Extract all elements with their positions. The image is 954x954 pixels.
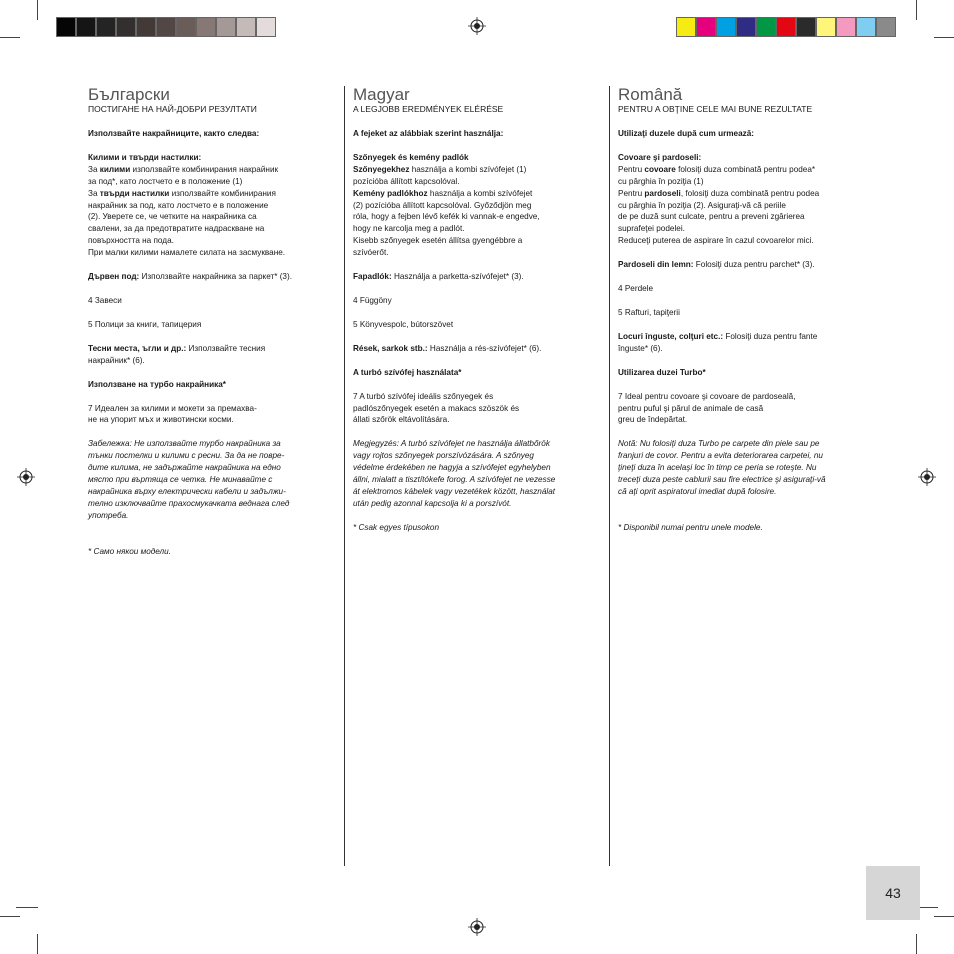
- section-body: [353, 128, 589, 534]
- color-swatch: [796, 17, 816, 37]
- crop-mark: [934, 916, 954, 917]
- color-swatch: [256, 17, 276, 37]
- registration-mark-icon: [468, 17, 486, 35]
- instruction-paragraph: A turbó szívófej használata*: [353, 367, 462, 377]
- instruction-paragraph: Utilizarea duzei Turbo*: [618, 367, 706, 377]
- instruction-paragraph: 4 Завеси: [88, 295, 122, 305]
- color-swatch: [116, 17, 136, 37]
- instruction-paragraph: 5 Полици за книги, тапицерия: [88, 319, 202, 329]
- color-swatch: [56, 17, 76, 37]
- color-swatch: [836, 17, 856, 37]
- section-body: [88, 128, 324, 558]
- registration-mark-icon: [468, 918, 486, 936]
- color-swatch: [816, 17, 836, 37]
- instruction-paragraph: Дървен под: Използвайте накрайника за паркет* (3).: [88, 272, 292, 282]
- section-subtitle: ПОСТИГАНЕ НА НАЙ-ДОБРИ РЕЗУЛТАТИ: [88, 104, 257, 114]
- note-paragraph: Забележка: Не използвайте турбо накрайника за тънки постелки и килими с ресни. За да не повре- дите килима, не задържайте накрайника на едно място при въртяща се четка. Не минавайте с накрайника върху електрически кабели и задължи- телно изключвайте прахосмукачката веднага след употреба.: [88, 439, 290, 520]
- crop-mark: [916, 0, 917, 20]
- note-paragraph: * Disponibil numai pentru unele modele.: [618, 522, 763, 532]
- section-subtitle: A LEGJOBB EREDMÉNYEK ELÉRÉSE: [353, 104, 504, 114]
- column-divider: [609, 86, 610, 866]
- column-hungarian: [353, 86, 589, 546]
- note-paragraph: Megjegyzés: A turbó szívófejet ne használja állatbőrök vagy rojtos szőnyegek porszívózására. A szőnyeg védelme érdekében ne hagyja a szívófejet egyhelyben állni, mialatt a tisztítókefe forog. A szívófejet ne vezesse át elektromos kábelek vagy vezetékek között, használat után pedig azonnal kapcsolja ki a porszívót.: [353, 439, 556, 508]
- section-title: Română: [618, 85, 683, 104]
- section-body: [618, 128, 854, 534]
- section-title: Български: [88, 85, 170, 104]
- crop-mark: [0, 916, 20, 917]
- crop-mark: [37, 0, 38, 20]
- column-romanian: [618, 86, 854, 546]
- instruction-paragraph: A fejeket az alábbiak szerint használja:: [353, 129, 504, 138]
- instruction-paragraph: 4 Függöny: [353, 295, 392, 305]
- color-swatch: [156, 17, 176, 37]
- column-bulgarian: [88, 86, 324, 570]
- color-swatch: [216, 17, 236, 37]
- column-divider: [344, 86, 345, 866]
- instruction-paragraph: Pardoseli din lemn: Folosiţi duza pentru parchet* (3).: [618, 260, 815, 270]
- section-subtitle: PENTRU A OBŢINE CELE MAI BUNE REZULTATE: [618, 104, 813, 114]
- registration-mark-icon: [17, 468, 35, 486]
- crop-mark: [916, 934, 917, 954]
- instruction-paragraph: Fapadlók: Használja a parketta-szívófejet* (3).: [353, 272, 524, 282]
- color-swatch: [776, 17, 796, 37]
- note-paragraph: * Csak egyes típusokon: [353, 522, 440, 532]
- instruction-paragraph: Използване на турбо накрайника*: [88, 379, 226, 389]
- instruction-paragraph: 7 A turbó szívófej ideális szőnyegek és padlószőnyegek esetén a makacs szöszök és állati szőrök eltávolítására.: [353, 391, 520, 425]
- color-swatch: [696, 17, 716, 37]
- note-paragraph: * Само някои модели.: [88, 546, 172, 556]
- instruction-paragraph: Utilizaţi duzele după cum urmează:: [618, 129, 755, 138]
- color-swatch: [236, 17, 256, 37]
- crop-mark: [16, 907, 38, 908]
- page-number-text: 43: [885, 885, 901, 901]
- color-swatch: [676, 17, 696, 37]
- color-swatch: [876, 17, 896, 37]
- note-paragraph: Notă: Nu folosiţi duza Turbo pe carpete din piele sau pe franjuri de covor. Pentru a evita deteriorarea carpetei, nu ţineţi duza în acelaşi loc în timp ce peria se roteşte. Nu treceţi duza peste cablurii sau fire electrice şi asiguraţi-vă că aţi oprit aspiratorul imediat după folosire.: [618, 439, 826, 496]
- instruction-paragraph: Rések, sarkok stb.: Használja a rés-szívófejet* (6).: [353, 343, 542, 353]
- instruction-paragraph: Covoare şi pardoseli: Pentru covoare folosiţi duza combinată pentru podea* cu pârghia în poziţia (1) Pentru pardoseli, folosiţi duza combinată pentru podea cu pârghia în poziţia (2). Asiguraţi-vă că periile de pe duză sunt culcate, pentru a preveni zgârierea suprafeţei podelei. Reduceţi puterea de aspirare în cazul covoarelor mici.: [618, 152, 820, 246]
- color-swatch: [736, 17, 756, 37]
- instruction-paragraph: Locuri înguste, colţuri etc.: Folosiţi duza pentru fante înguste* (6).: [618, 331, 818, 353]
- instruction-paragraph: 5 Könyvespolc, bútorszövet: [353, 319, 454, 329]
- instruction-paragraph: 5 Rafturi, tapiţerii: [618, 307, 680, 317]
- color-swatch: [176, 17, 196, 37]
- crop-mark: [934, 37, 954, 38]
- color-swatch: [196, 17, 216, 37]
- color-swatch: [756, 17, 776, 37]
- instruction-paragraph: 4 Perdele: [618, 284, 654, 294]
- page-number: [866, 866, 920, 920]
- color-swatch: [136, 17, 156, 37]
- color-swatch: [76, 17, 96, 37]
- registration-mark-icon: [918, 468, 936, 486]
- instruction-paragraph: 7 Идеален за килими и мокети за премахва- не на упорит мъх и животински косми.: [88, 403, 257, 425]
- instruction-paragraph: Тесни места, ъгли и др.: Използвайте тесния накрайник* (6).: [88, 343, 266, 365]
- crop-mark: [0, 37, 20, 38]
- instruction-paragraph: Szőnyegek és kemény padlók Szőnyegekhez használja a kombi szívófejet (1) pozícióba állított kapcsolóval. Kemény padlókhoz használja a kombi szívófejet (2) pozícióba állított kapcsolóval. Győződjön meg róla, hogy a fejben lévő kefék ki vannak-e engedve, hogy ne karcolja meg a padlót. Kisebb szőnyegek esetén állítsa gyengébbre a szívóerőt.: [353, 152, 540, 258]
- instruction-paragraph: 7 Ideal pentru covoare şi covoare de pardoseală, pentru puful şi părul de animale de casă greu de îndepărtat.: [618, 391, 796, 425]
- instruction-paragraph: Използвайте накрайниците, както следва:: [88, 129, 260, 138]
- instruction-paragraph: Килими и твърди настилки: За килими използвайте комбинирания накрайник за под*, като лостчето е в положение (1) За твърди настилки използвайте комбинирания накрайник за под, като лостчето е в положение (2). Уверете се, че четките на накрайника са свалени, за да предотвратите надраскване на повърхността на пода. При малки килими намалете силата на засмукване.: [88, 152, 286, 258]
- process-color-bar: [676, 17, 896, 37]
- crop-mark: [37, 934, 38, 954]
- color-swatch: [96, 17, 116, 37]
- color-swatch: [856, 17, 876, 37]
- color-swatch: [716, 17, 736, 37]
- grayscale-color-bar: [56, 17, 276, 37]
- section-title: Magyar: [353, 85, 410, 104]
